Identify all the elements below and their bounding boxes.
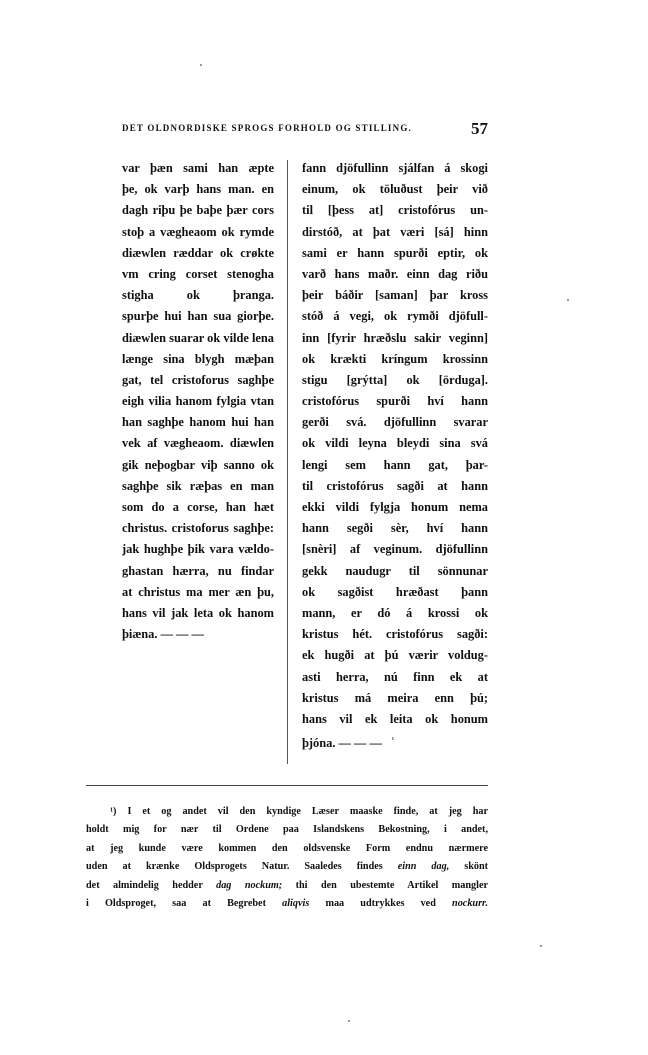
text-line: gerði svá. djöfullinn svarar [302,415,488,430]
text-line: som do a corse, han hæt [122,500,274,514]
text-line: ok vildi leyna bleydi sina svá [302,436,488,451]
page-number: 57 [471,119,488,138]
text-line: ok sagðist hræðast þann [302,584,488,599]
ink-speck [567,299,569,301]
text-line: diæwlen suarar ok vilde lena [122,330,274,345]
text-line: cristofórus spurði hví hann [302,394,488,409]
text-line: [snèri] af veginum. djöfullinn [302,542,488,557]
text-line: lengi sem hann gat, þar- [302,457,488,472]
ink-speck [200,64,202,66]
text-line: til cristofórus sagði at hann [302,478,488,493]
text-line: stigu [grýtta] ok [örduga]. [302,372,488,387]
text-line: ok krækti kríngum krossinn [302,351,488,366]
text-line: at christus ma mer æn þu, [122,584,274,599]
footnote-line: det almindelig hedder dag nockum; thi den ubestemte Artikel mangler [86,879,488,891]
text-line: vek af vægheaom. diæwlen [122,436,274,451]
text-line: han saghþe hanom hui han [122,415,274,430]
text-line: dagh riþu þe baþe þær cors [122,203,274,218]
text-line: ek hugði at þú værir voldug- [302,648,488,663]
text-line: stigha ok þranga. [122,288,274,303]
text-line: dirstóð, at þat væri [sá] hinn [302,224,488,239]
text-line: ekki vildi fylgja honum nema [302,500,488,514]
text-line: stoþ a vægheaom ok rymde [122,224,274,239]
footnote-rule [86,785,488,786]
footnote-reference: ¹ [391,736,394,745]
text-line: inn [fyrir hræðslu sakir veginn] [302,330,488,345]
text-line: jak hughþe þik vara vældo- [122,542,274,557]
text-line: eigh vilia hanom fylgia vtan [122,394,274,409]
text-line: ghastan hærra, nu findar [122,563,274,578]
text-line: gik neþogbar viþ sanno ok [122,457,274,472]
footnote-line: at jeg kunde være kommen den oldsvenske Form endnu nærmere [86,842,488,854]
ink-speck [348,1020,350,1022]
text-line: var þæn sami han æpte [122,161,274,175]
text-line: þiæna. — — — [122,627,204,642]
text-line: til [þess at] cristofórus un- [302,203,488,218]
text-line: fann djöfullinn sjálfan á skogi [302,161,488,175]
text-line: mann, er dó á krossi ok [302,605,488,620]
text-line: einum, ok töluðust þeir við [302,182,488,197]
footnote [86,803,488,913]
text-line: asti herra, nú finn ek at [302,669,488,684]
ink-speck [540,945,542,947]
text-line: spurþe hui han sua giorþe. [122,309,274,324]
text-line: saghþe sik ræþas en man [122,478,274,493]
footnote-line: holdt mig for nær til Ordene paa Islandskens Bekostning, i andet, [86,824,488,836]
text-line: hans vil ek leita ok honum [302,711,488,726]
running-head: DET OLDNORDISKE SPROGS FORHOLD OG STILLING. [122,123,412,133]
old-norse-column [302,158,488,751]
text-line: længe sina blygh mæþan [122,351,274,366]
text-line: þjóna. — — — $^{^1}$ [302,736,394,751]
text-line: sami er hann spurði eptir, ok [302,245,488,260]
text-line: diæwlen ræddar ok crøkte [122,245,274,260]
text-line: gat, tel cristoforus saghþe [122,372,274,387]
text-line: þeir báðir [saman] þar kross [302,288,488,303]
text-line: þe, ok varþ hans man. en [122,182,274,197]
text-line: kristus hét. cristofórus sagði: [302,627,488,642]
footnote-line: ¹) I et og andet vil den kyndige Læser maaske finde, at jeg har [110,806,488,817]
text-line: vm cring corset stenogha [122,266,274,281]
footnote-line: i Oldsproget, saa at Begrebet aliqvis maa udtrykkes ved nockurr. [86,897,488,909]
text-line: kristus má meira enn þú; [302,690,488,705]
text-line: stóð á vegi, ok rymði djöfull- [302,309,488,324]
text-line: hann segði sèr, hví hann [302,521,488,536]
text-line: gekk naudugr til sönnunar [302,563,488,578]
page-header [122,119,488,139]
text-line: christus. cristoforus saghþe: [122,521,274,536]
footnote-marker: ¹) [110,806,117,817]
text-line: varð hans maðr. einn dag riðu [302,266,488,281]
column-divider [287,160,288,764]
footnote-line: uden at krænke Oldsprogets Natur. Saaledes findes einn dag, skönt [86,861,488,873]
old-swedish-column [122,158,274,645]
text-line: hans vil jak leta ok hanom [122,605,274,620]
